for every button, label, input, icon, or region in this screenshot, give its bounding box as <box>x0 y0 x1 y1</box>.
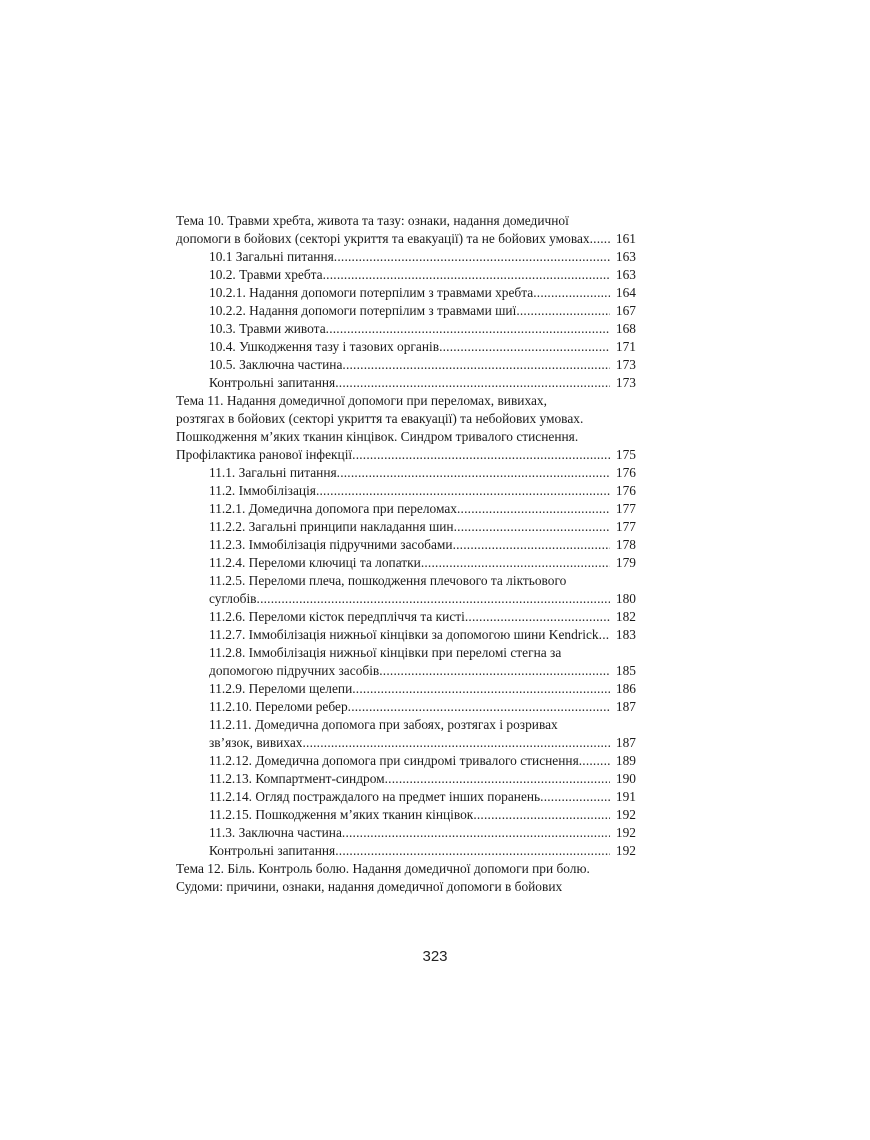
toc-entry-title: Тема 10. Травми хребта, живота та тазу: ознаки, надання домедичної <box>176 213 569 228</box>
toc-dot-leader <box>348 698 610 716</box>
toc-entry <box>176 878 636 896</box>
toc-entry-page: 192 <box>615 825 636 840</box>
toc-dot-leader <box>465 608 610 626</box>
toc-entry-title: 11.2.10. Переломи ребер <box>209 699 348 714</box>
toc-entry-page: 190 <box>615 771 636 786</box>
toc-entry-page: 183 <box>615 627 636 642</box>
toc-entry-title: суглобів <box>209 591 257 606</box>
toc-dot-leader <box>352 680 610 698</box>
toc-entry-page: 192 <box>615 807 636 822</box>
toc-dot-leader <box>337 464 610 482</box>
toc-dot-leader <box>454 518 610 536</box>
toc-entry-title: зв’язок, вивихах <box>209 735 303 750</box>
toc-entry-title: 11.2.3. Іммобілізація підручними засобами <box>209 537 453 552</box>
toc-entry-title: 11.2.7. Іммобілізація нижньої кінцівки за допомогою шини Kendrick <box>209 627 599 642</box>
toc-entry-title: 11.2.8. Іммобілізація нижньої кінцівки при переломі стегна за <box>209 645 562 660</box>
toc-entry <box>176 698 636 716</box>
toc-entry-title: 10.4. Ушкодження тазу і тазових органів <box>209 339 440 354</box>
toc-dot-leader <box>599 626 610 644</box>
toc-entry <box>176 374 636 392</box>
toc-entry-title: 11.2.12. Домедична допомога при синдромі тривалого стиснення <box>209 753 579 768</box>
toc-entry-page: 177 <box>615 501 636 516</box>
toc-entry <box>176 608 636 626</box>
toc-entry <box>176 212 636 230</box>
toc-dot-leader <box>316 482 610 500</box>
toc-entry-title: 11.2.14. Огляд постраждалого на предмет інших поранень <box>209 789 541 804</box>
toc-entry-title: 11.2.11. Домедична допомога при забоях, розтягах і розривах <box>209 717 558 732</box>
toc-entry <box>176 644 636 662</box>
toc-entry <box>176 626 636 644</box>
toc-entry <box>176 500 636 518</box>
toc-dot-leader <box>540 788 610 806</box>
toc-entry-page: 192 <box>615 843 636 858</box>
toc-entry-page: 164 <box>615 285 636 300</box>
toc-entry <box>176 284 636 302</box>
toc-entry <box>176 806 636 824</box>
toc-entry-page: 186 <box>615 681 636 696</box>
toc-entry <box>176 572 636 590</box>
toc-entry <box>176 590 636 608</box>
toc-entry <box>176 464 636 482</box>
toc-dot-leader <box>257 590 610 608</box>
toc-entry-title: 10.5. Заключна частина <box>209 357 343 372</box>
toc-entry-title: 10.2.2. Надання допомоги потерпілим з травмами шиї <box>209 303 517 318</box>
toc-entry-page: 180 <box>615 591 636 606</box>
toc-entry-title: 11.2.2. Загальні принципи накладання шин <box>209 519 454 534</box>
toc-entry <box>176 554 636 572</box>
toc-entry <box>176 230 636 248</box>
toc-entry <box>176 788 636 806</box>
toc-entry <box>176 518 636 536</box>
toc-entry-page: 178 <box>615 537 636 552</box>
toc-entry <box>176 266 636 284</box>
toc-entry <box>176 248 636 266</box>
toc-entry <box>176 320 636 338</box>
toc-entry-title: 11.2.5. Переломи плеча, пошкодження плечового та ліктьового <box>209 573 567 588</box>
toc-entry-page: 168 <box>615 321 636 336</box>
toc-entry-page: 182 <box>615 609 636 624</box>
toc-dot-leader <box>473 806 610 824</box>
toc-entry-title: 11.2.1. Домедична допомога при переломах <box>209 501 457 516</box>
toc-dot-leader <box>335 842 610 860</box>
toc-entry <box>176 356 636 374</box>
toc-entry-page: 187 <box>615 735 636 750</box>
toc-entry <box>176 482 636 500</box>
toc-entry-page: 163 <box>615 267 636 282</box>
toc-dot-leader <box>352 446 610 464</box>
toc-entry-title: Тема 12. Біль. Контроль болю. Надання домедичної допомоги при болю. <box>176 861 590 876</box>
toc-entry-page: 189 <box>615 753 636 768</box>
toc-entry-page: 163 <box>615 249 636 264</box>
toc-dot-leader <box>533 284 610 302</box>
toc-entry <box>176 662 636 680</box>
toc-entry-title: 10.1 Загальні питання <box>209 249 334 264</box>
toc-entry-page: 176 <box>615 465 636 480</box>
toc-dot-leader <box>590 230 610 248</box>
toc-entry <box>176 734 636 752</box>
toc-dot-leader <box>579 752 610 770</box>
toc-entry <box>176 428 636 446</box>
toc-entry-title: 10.3. Травми живота <box>209 321 326 336</box>
toc-entry-title: 11.2.6. Переломи кісток передпліччя та кисті <box>209 609 465 624</box>
toc-dot-leader <box>335 374 610 392</box>
toc-dot-leader <box>453 536 610 554</box>
toc-entry <box>176 842 636 860</box>
toc-dot-leader <box>326 320 610 338</box>
table-of-contents <box>176 212 636 896</box>
toc-entry-page: 179 <box>615 555 636 570</box>
toc-entry-title: 11.3. Заключна частина <box>209 825 342 840</box>
toc-entry <box>176 302 636 320</box>
toc-entry-title: 11.2.13. Компартмент-синдром <box>209 771 385 786</box>
toc-dot-leader <box>323 266 610 284</box>
toc-entry-title: Пошкодження м’яких тканин кінцівок. Синдром тривалого стиснення. <box>176 429 579 444</box>
toc-entry <box>176 824 636 842</box>
toc-entry-page: 167 <box>615 303 636 318</box>
toc-entry-title: розтягах в бойових (секторі укриття та евакуації) та небойових умовах. <box>176 411 584 426</box>
toc-entry-title: 11.2. Іммобілізація <box>209 483 316 498</box>
toc-entry <box>176 860 636 878</box>
toc-dot-leader <box>439 338 610 356</box>
toc-entry-title: Контрольні запитання <box>209 843 336 858</box>
toc-entry-title: 11.2.9. Переломи щелепи <box>209 681 353 696</box>
toc-entry <box>176 680 636 698</box>
toc-dot-leader <box>385 770 610 788</box>
toc-entry <box>176 716 636 734</box>
toc-entry <box>176 410 636 428</box>
toc-entry-title: Судоми: причини, ознаки, надання домедичної допомоги в бойових <box>176 879 563 894</box>
toc-entry-page: 176 <box>615 483 636 498</box>
toc-dot-leader <box>342 824 610 842</box>
toc-entry-title: 11.1. Загальні питання <box>209 465 337 480</box>
toc-entry-page: 171 <box>615 339 636 354</box>
toc-entry-title: Контрольні запитання <box>209 375 336 390</box>
toc-dot-leader <box>302 734 610 752</box>
toc-entry <box>176 770 636 788</box>
toc-entry-title: Профілактика ранової інфекції <box>176 447 353 462</box>
toc-entry-page: 175 <box>615 447 636 462</box>
toc-entry <box>176 392 636 410</box>
toc-entry-title: допомогою підручних засобів <box>209 663 380 678</box>
toc-entry-page: 161 <box>615 231 636 246</box>
toc-entry-page: 177 <box>615 519 636 534</box>
toc-dot-leader <box>516 302 610 320</box>
toc-entry <box>176 446 636 464</box>
toc-entry-page: 173 <box>615 357 636 372</box>
toc-dot-leader <box>457 500 610 518</box>
toc-entry <box>176 338 636 356</box>
toc-entry-page: 185 <box>615 663 636 678</box>
toc-entry-title: 10.2. Травми хребта <box>209 267 323 282</box>
toc-entry-title: допомоги в бойових (секторі укриття та евакуації) та не бойових умовах <box>176 231 590 246</box>
toc-entry-title: 11.2.15. Пошкодження м’яких тканин кінцівок <box>209 807 474 822</box>
toc-dot-leader <box>334 248 610 266</box>
toc-dot-leader <box>342 356 610 374</box>
toc-entry-page: 173 <box>615 375 636 390</box>
toc-entry-page: 187 <box>615 699 636 714</box>
toc-entry-title: 11.2.4. Переломи ключиці та лопатки <box>209 555 421 570</box>
toc-entry <box>176 536 636 554</box>
toc-dot-leader <box>421 554 610 572</box>
toc-entry-page: 191 <box>615 789 636 804</box>
page-number: 323 <box>422 948 448 965</box>
toc-entry-title: 10.2.1. Надання допомоги потерпілим з травмами хребта <box>209 285 534 300</box>
toc-dot-leader <box>379 662 610 680</box>
toc-entry <box>176 752 636 770</box>
toc-entry-title: Тема 11. Надання домедичної допомоги при переломах, вивихах, <box>176 393 547 408</box>
